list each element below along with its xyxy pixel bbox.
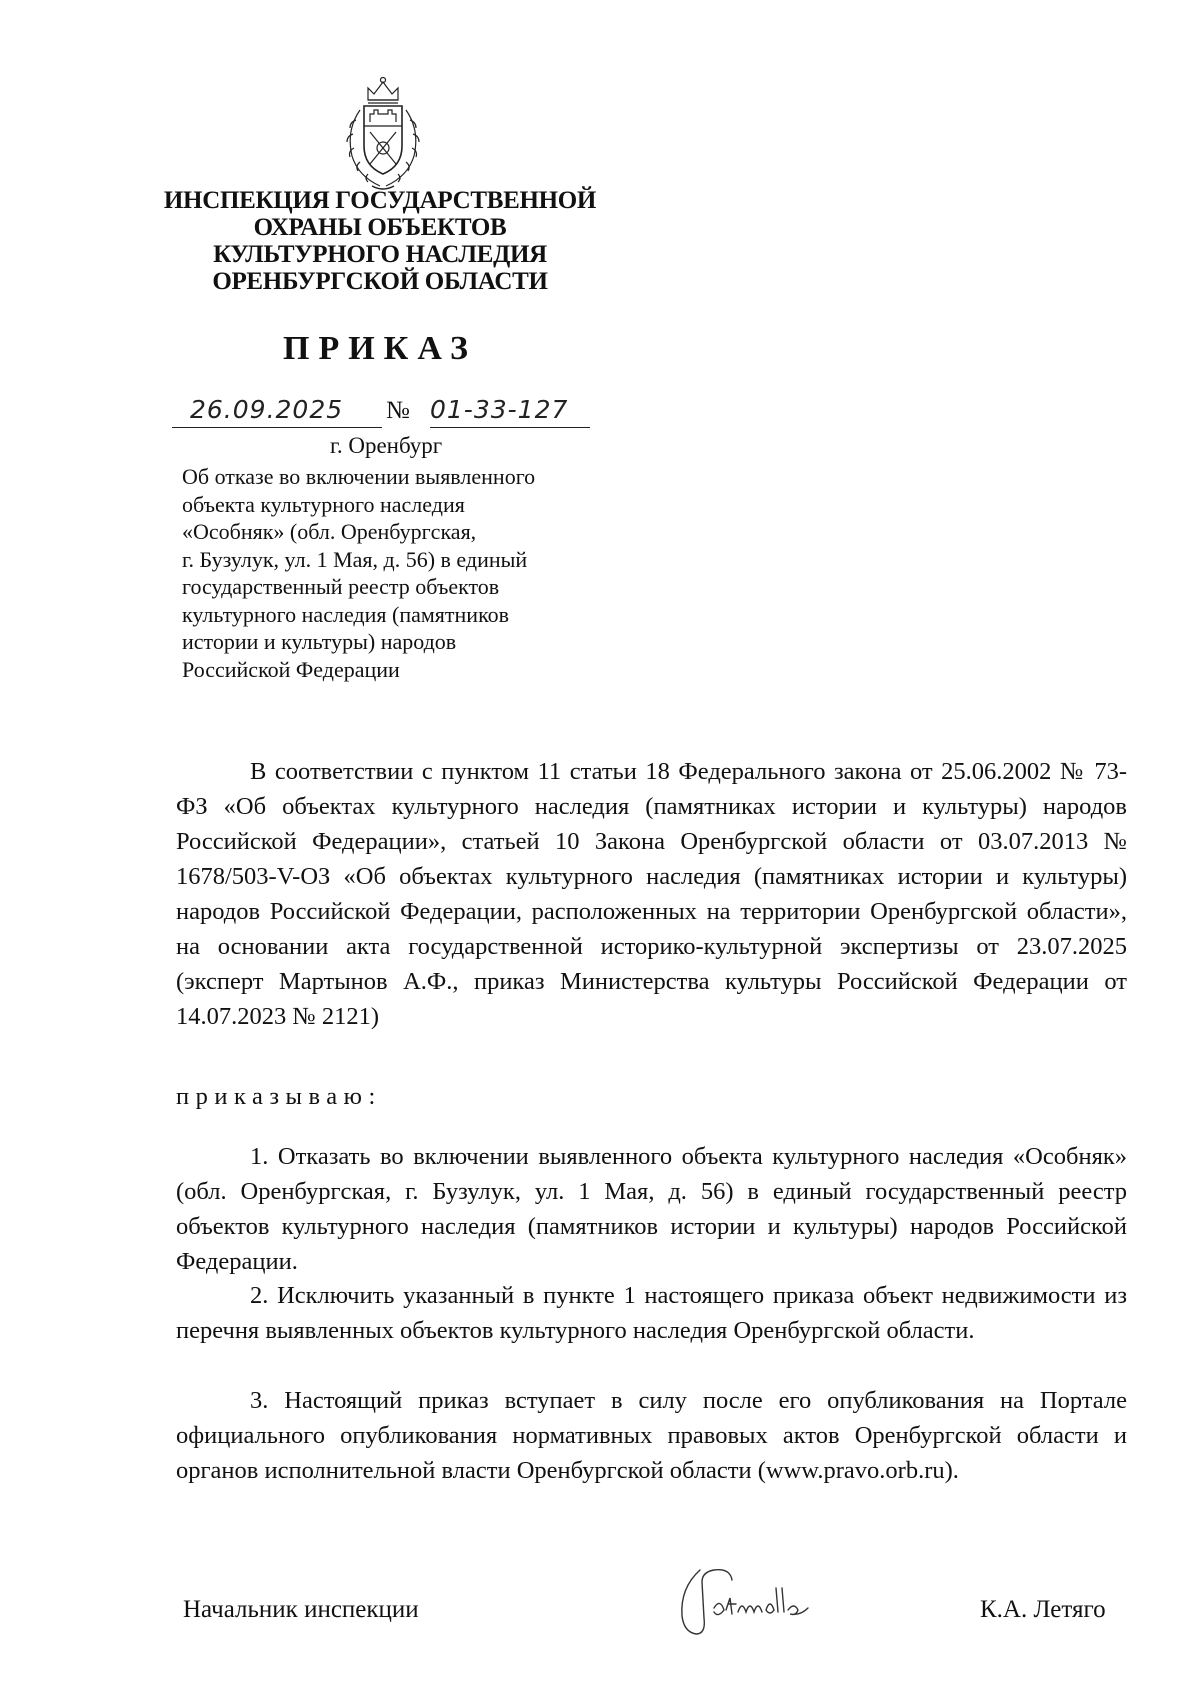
signer-name: К.А. Летяго <box>980 1596 1106 1623</box>
document-title: ПРИКАЗ <box>283 330 477 367</box>
date-underline <box>172 427 382 428</box>
order-item: 1. Отказать во включении выявленного объекта культурного наследия «Особняк» (обл. Оренбургская, г. Бузулук, ул. 1 Мая, д. 56) в единый государственный реестр объектов культурного наследия (памятников истории и культуры) народов Российской Федерации. <box>176 1143 1127 1275</box>
subject-line: Российской Федерации <box>182 656 400 682</box>
document-number: 01-33-127 <box>430 395 569 424</box>
subject-line: Об отказе во включении выявленного <box>182 464 536 489</box>
document-city: г. Оренбург <box>330 433 443 458</box>
org-line: КУЛЬТУРНОГО НАСЛЕДИЯ <box>213 241 547 268</box>
preamble-paragraph: В соответствии с пунктом 11 статьи 18 Федерального закона от 25.06.2002 № 73-ФЗ «Об объектах культурного наследия (памятниках истории и культуры) народов Российской Федерации», статьей 10 Закона Оренбургской области от 03.07.2013 № 1678/503-V-ОЗ «Об объектах культурного наследия (памятниках истории и культуры) народов Российской Федерации, расположенных на территории Оренбургской области», на основании акта государственной историко-культурной экспертизы от 23.07.2025 (эксперт Мартынов А.Ф., приказ Министерства культуры Российской Федерации от 14.07.2023 № 2121) <box>176 758 1127 1030</box>
number-underline <box>430 427 590 428</box>
handwritten-signature <box>670 1558 840 1648</box>
number-sign: № <box>386 397 410 424</box>
subject-line: культурного наследия (памятников <box>182 601 510 627</box>
org-line: ИНСПЕКЦИЯ ГОСУДАРСТВЕННОЙ <box>163 187 597 214</box>
document-subject <box>182 463 612 683</box>
subject-line: объекта культурного наследия <box>182 491 465 517</box>
org-line: ОРЕНБУРГСКОЙ ОБЛАСТИ <box>212 268 548 295</box>
date-number-line <box>172 395 592 429</box>
subject-line: г. Бузулук, ул. 1 Мая, д. 56) в единый <box>182 546 528 572</box>
signer-position: Начальник инспекции <box>183 1596 419 1623</box>
order-item: 3. Настоящий приказ вступает в силу после его опубликования на Портале официального опубликования нормативных правовых актов Оренбургской области и органов исполнительной власти Оренбургской области (www.pravo.orb.ru). <box>176 1387 1127 1484</box>
document-date: 26.09.2025 <box>190 395 344 424</box>
coat-of-arms-icon <box>338 74 428 194</box>
org-line: ОХРАНЫ ОБЪЕКТОВ <box>253 214 507 241</box>
subject-line: истории и культуры) народов <box>182 629 457 654</box>
order-item: 2. Исключить указанный в пункте 1 настоящего приказа объект недвижимости из перечня выявленных объектов культурного наследия Оренбургской области. <box>176 1282 1127 1344</box>
order-word: приказываю: <box>176 1083 382 1110</box>
subject-line: «Особняк» (обл. Оренбургская, <box>182 519 477 544</box>
organization-name <box>150 187 610 295</box>
subject-line: государственный реестр объектов <box>182 574 500 599</box>
